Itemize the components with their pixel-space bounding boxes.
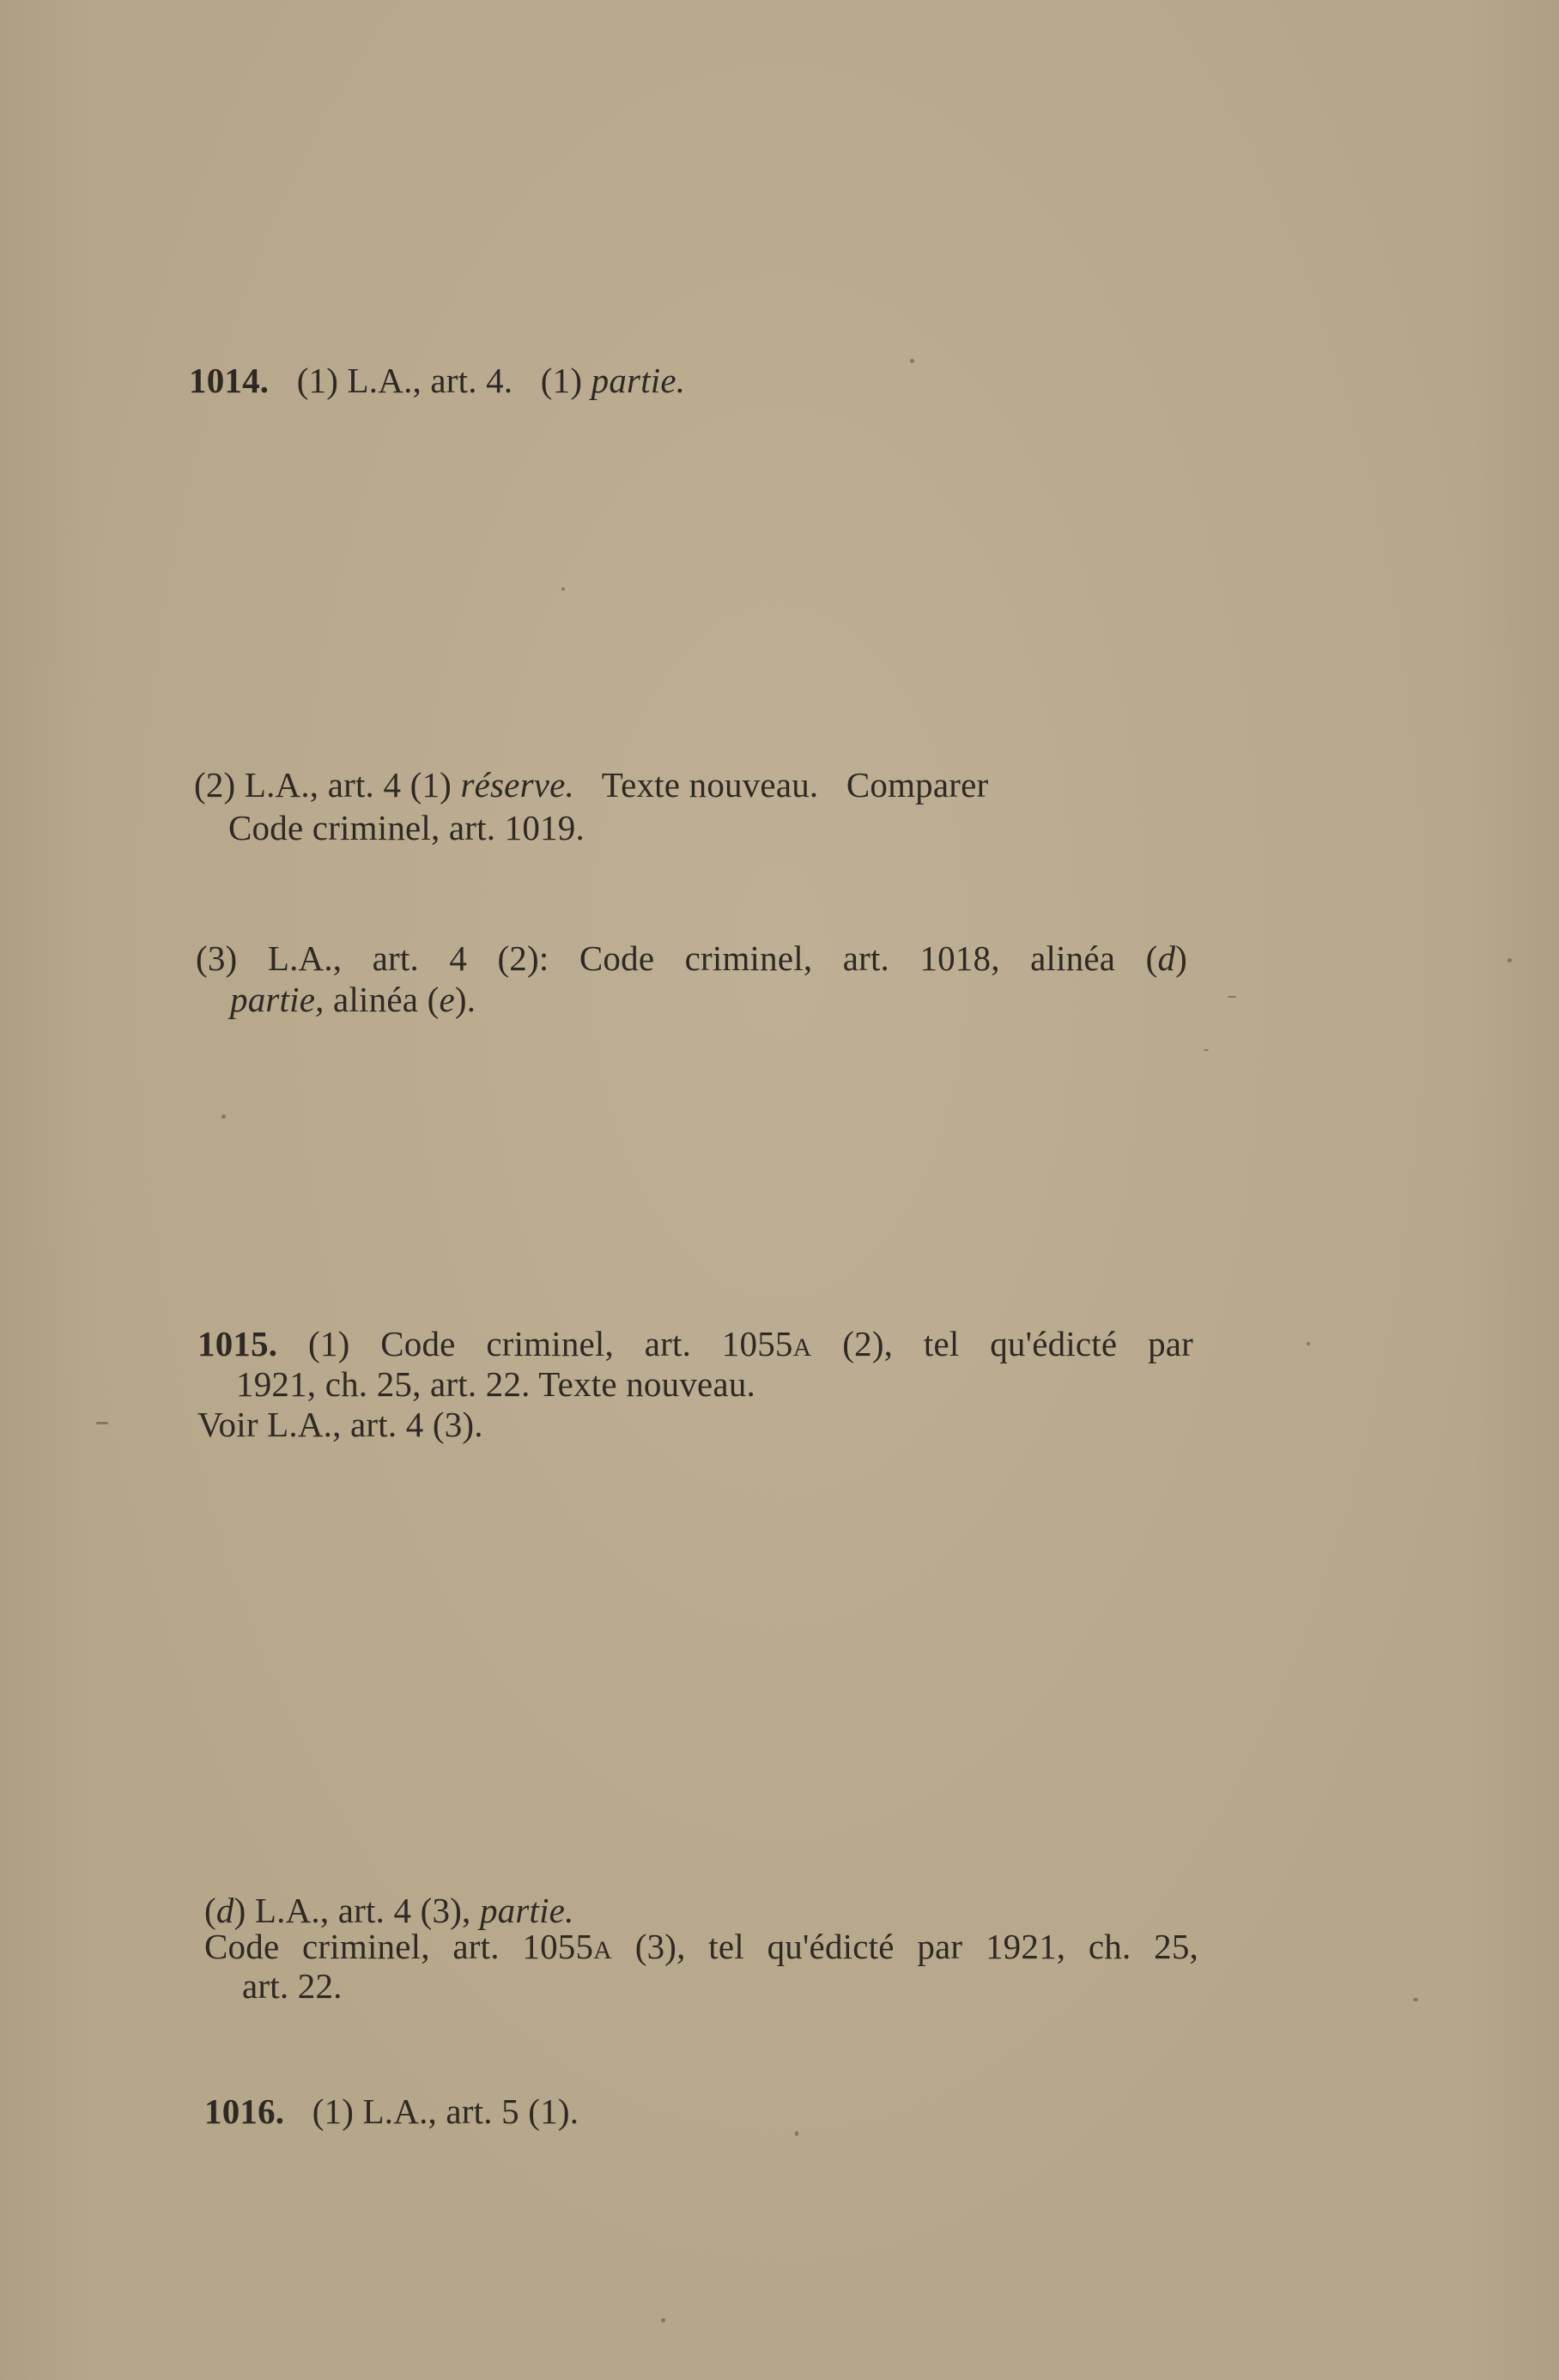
entry-1015-d-line3 bbox=[242, 1966, 343, 2006]
reference-note-italic: partie. bbox=[591, 361, 686, 400]
paper-speck bbox=[96, 1422, 108, 1424]
note-italic: partie, bbox=[230, 980, 325, 1019]
paper-speck bbox=[661, 2318, 665, 2322]
paper-speck bbox=[1307, 1342, 1310, 1345]
reference: (2) L.A., art. 4 (1) bbox=[194, 765, 452, 804]
entry-1015-d-line2 bbox=[204, 1927, 1198, 1970]
note-text: (3) L.A., art. 4 (2): Code criminel, art. 1018, alinéa bbox=[196, 938, 1116, 978]
reference-note: (1) bbox=[540, 361, 583, 400]
note-text: (1) L.A., art. 5 (1). bbox=[312, 2092, 579, 2131]
note-text: (3), tel qu'édicté par 1921, ch. 25, bbox=[634, 1927, 1198, 1966]
note-paren: ) bbox=[1175, 938, 1187, 978]
entry-1016-line bbox=[204, 2092, 579, 2131]
paper-speck bbox=[1413, 1998, 1418, 2001]
small-caps: A bbox=[593, 1936, 613, 1964]
reference: (1) L.A., art. 4. bbox=[296, 361, 513, 400]
note-text: Texte nouveau. bbox=[601, 765, 819, 804]
paper-speck bbox=[910, 359, 914, 363]
small-caps: A bbox=[792, 1333, 812, 1362]
entry-1015-line2 bbox=[236, 1364, 755, 1404]
note-italic: partie. bbox=[479, 1891, 574, 1930]
paper-speck bbox=[561, 587, 565, 591]
paper-speck bbox=[795, 2131, 798, 2136]
note-text: (2), tel qu'édicté par bbox=[842, 1324, 1194, 1363]
entry-1014-p2-line1 bbox=[194, 765, 988, 804]
entry-1014-p3-line2 bbox=[230, 980, 476, 1019]
note-text: (1) Code criminel, art. 1055 bbox=[308, 1324, 793, 1363]
note-text: Code criminel, art. 1055 bbox=[204, 1927, 594, 1966]
note-text: art. 22. bbox=[242, 1966, 343, 2006]
entry-1014-line bbox=[189, 361, 685, 400]
note-paren: ( bbox=[204, 1891, 216, 1930]
note-italic: d bbox=[215, 1891, 234, 1930]
entry-1015-line3 bbox=[197, 1405, 483, 1444]
note-text: ). bbox=[454, 980, 476, 1019]
entry-1014-p3-line1 bbox=[196, 938, 1187, 978]
entry-number: 1014. bbox=[189, 361, 270, 400]
reference-italic: réserve. bbox=[460, 765, 574, 804]
note-text: 1921, ch. 25, art. 22. Texte nouveau. bbox=[236, 1364, 755, 1404]
entry-1015-d-line1 bbox=[204, 1891, 574, 1930]
note-compare: Comparer bbox=[846, 765, 989, 804]
note-text: Voir L.A., art. 4 (3). bbox=[197, 1405, 483, 1444]
note-paren: ( bbox=[1145, 938, 1158, 978]
paper-speck bbox=[1507, 958, 1512, 962]
entry-1014-p2-line2 bbox=[228, 808, 585, 847]
note-paren: ) bbox=[234, 1891, 246, 1930]
note-text: Code criminel, art. 1019. bbox=[228, 808, 585, 847]
entry-number: 1015. bbox=[197, 1324, 278, 1363]
entry-number: 1016. bbox=[204, 2092, 285, 2131]
paper-speck bbox=[1228, 996, 1236, 998]
note-italic: d bbox=[1157, 938, 1176, 978]
note-text: L.A., art. 4 (3), bbox=[254, 1891, 471, 1930]
note-text: alinéa ( bbox=[333, 980, 440, 1019]
paper-speck bbox=[1204, 1049, 1209, 1051]
entry-1015-line1 bbox=[197, 1324, 1193, 1368]
paper-speck bbox=[221, 1114, 226, 1119]
note-italic: e bbox=[439, 980, 455, 1019]
